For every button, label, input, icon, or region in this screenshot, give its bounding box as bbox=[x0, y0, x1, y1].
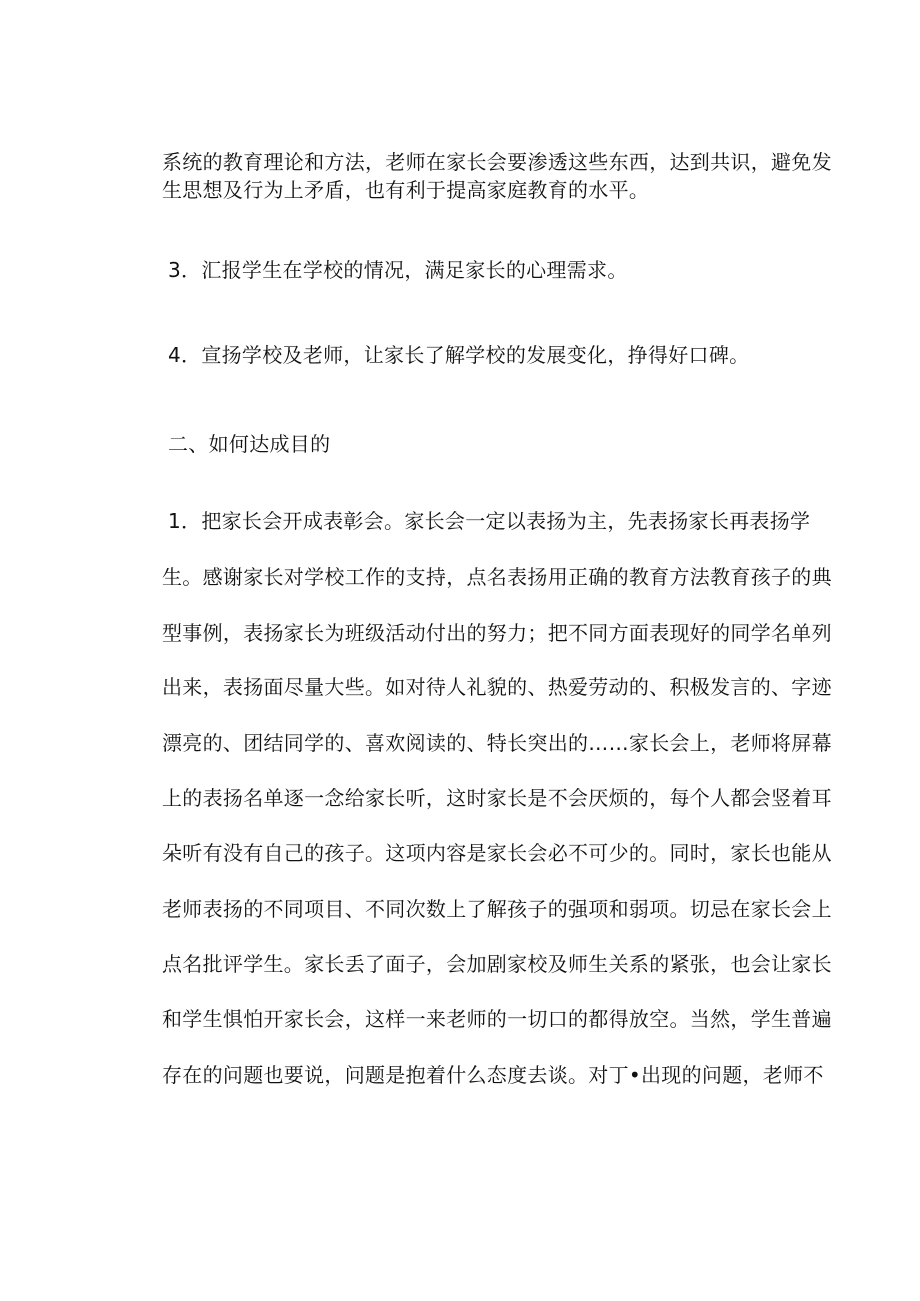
item-3: 3．汇报学生在学校的情况，满足家长的心理需求。 bbox=[168, 258, 628, 282]
para1-line-2: 生。感谢家长对学校工作的支持，点名表扬用正确的教育方法教育孩子的典 bbox=[162, 565, 832, 589]
para1-line-5: 漂亮的、团结同学的、喜欢阅读的、特长突出的……家长会上，老师将屏幕 bbox=[162, 731, 832, 755]
para1-line-11: 存在的问题也要说，问题是抱着什么态度去谈。对丁•出现的问题，老师不 bbox=[162, 1063, 824, 1087]
para1-line-8: 老师表扬的不同项目、不同次数上了解孩子的强项和弱项。切忌在家长会上 bbox=[162, 897, 832, 921]
para1-line-3: 型事例，表扬家长为班级活动付出的努力；把不同方面表现好的同学名单列 bbox=[162, 621, 832, 645]
intro-line-1: 系统的教育理论和方法，老师在家长会要渗透这些东西，达到共识，避免发 bbox=[162, 150, 832, 174]
item-4: 4．宣扬学校及老师，让家长了解学校的发展变化，挣得好口碑。 bbox=[168, 343, 750, 367]
para1-line-4: 出来，表扬面尽量大些。如对待人礼貌的、热爱劳动的、积极发言的、字迹 bbox=[162, 675, 832, 699]
para1-line-9: 点名批评学生。家长丢了面子，会加剧家校及师生关系的紧张，也会让家长 bbox=[162, 952, 832, 976]
para1-line-1: 1．把家长会开成表彰会。家长会一定以表扬为主，先表扬家长再表扬学 bbox=[168, 509, 811, 533]
intro-line-2: 生思想及行为上矛盾，也有利于提高家庭教育的水平。 bbox=[162, 178, 650, 202]
para1-line-7: 朵听有没有自己的孩子。这项内容是家长会必不可少的。同时，家长也能从 bbox=[162, 841, 832, 865]
para1-line-10: 和学生惧怕开家长会，这样一来老师的一切口的都得放空。当然，学生普遍 bbox=[162, 1007, 832, 1031]
section-2-heading: 二、如何达成目的 bbox=[168, 432, 331, 456]
para1-line-6: 上的表扬名单逐一念给家长听，这时家长是不会厌烦的，每个人都会竖着耳 bbox=[162, 786, 832, 810]
